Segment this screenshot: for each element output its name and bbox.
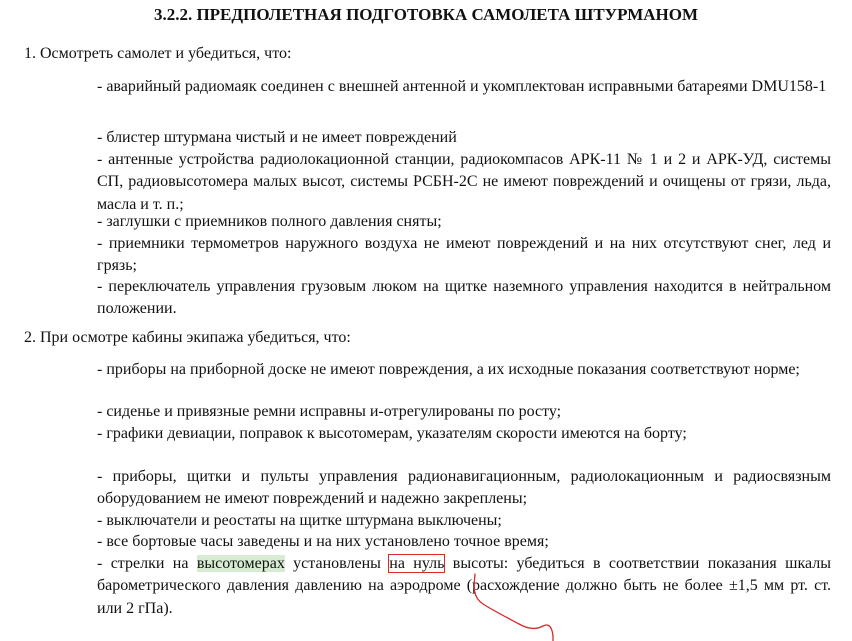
highlighted-word: высотомерах <box>196 555 285 572</box>
section-1-item-2: - блистер штурмана чистый и не имеет повреждений <box>97 129 457 146</box>
section-1-item-4: - заглушки с приемников полного давления сняты; <box>97 213 442 230</box>
section-2-item-5: - выключатели и реостаты на щитке штурмана выключены; <box>97 512 502 529</box>
section-2-item-3: - графики девиации, поправок к высотомерам, указателям скорости имеются на борту; <box>97 425 687 442</box>
section-1-item-3: - антенные устройства радиолокационной станции, радиокомпасов АРК-11 № 1 и 2 и АРК-УД, системы СП, радиовысотомера малых высот, системы РСБН-2С не имеют повреждений и очищены от грязи, льда, масла и т. п.; <box>97 151 831 213</box>
section-1-item-6: - переключатель управления грузовым люком на щитке наземного управления находится в нейтральном положении. <box>97 278 831 318</box>
section-2-item-7 <box>97 553 831 620</box>
section-2-item-1: - приборы на приборной доске не имеют повреждения, а их исходные показания соответствуют норме; <box>97 361 800 378</box>
item-text-start: - стрелки на <box>97 555 197 572</box>
boxed-annotation: на нуль <box>389 555 445 572</box>
section-2-heading: 2. При осмотре кабины экипажа убедиться, что: <box>24 329 351 346</box>
document-title: 3.2.2. ПРЕДПОЛЕТНАЯ ПОДГОТОВКА САМОЛЕТА ШТУРМАНОМ <box>153 5 699 24</box>
item-text-end: высоты: убедиться в соответствии показания шкалы барометрического давления давлению на аэродроме (расхождение должно быть не более ±1,5 мм рт. ст. или 2 гПа). <box>97 555 831 617</box>
section-1-item-1: - аварийный радиомаяк соединен с внешней антенной и укомплектован исправными батареями DMU158-1 <box>97 78 827 95</box>
section-2-item-4: - приборы, щитки и пульты управления радионавигационным, радиолокационным и радиосвязным оборудованием не имеют повреждений и надежно закреплены; <box>97 468 831 508</box>
section-2-item-6: - все бортовые часы заведены и на них установлено точное время; <box>97 533 549 550</box>
section-1-heading: 1. Осмотреть самолет и убедиться, что: <box>24 45 292 62</box>
section-1-item-5: - приемники термометров наружного воздуха не имеют повреждений и на них отсутствуют снег, лед и грязь; <box>97 235 831 275</box>
item-text-middle: установлены <box>284 555 390 572</box>
section-2-item-2: - сиденье и привязные ремни исправны и-отрегулированы по росту; <box>97 403 562 420</box>
